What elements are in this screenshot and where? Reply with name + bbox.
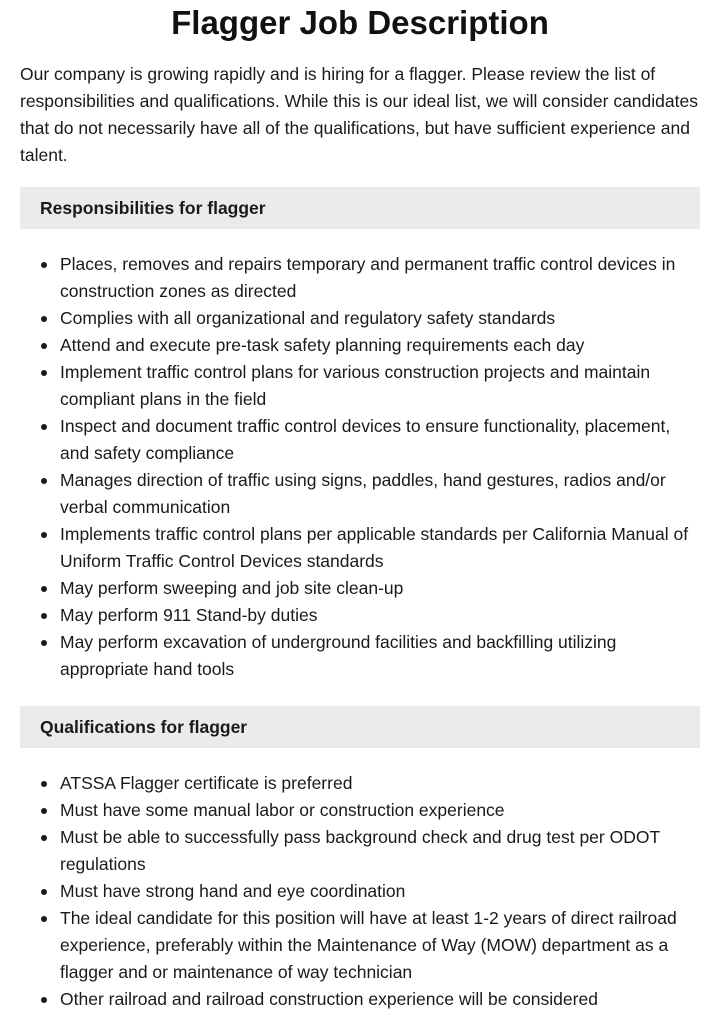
responsibility-text: May perform 911 Stand-by duties	[60, 605, 318, 625]
responsibility-text: Attend and execute pre-task safety planning requirements each day	[60, 335, 585, 355]
responsibility-text: Implements traffic control plans per applicable standards per California Manual of Uniform Traffic Control Devices standards	[60, 524, 689, 571]
responsibilities-header: Responsibilities for flagger	[20, 187, 700, 229]
qualification-item	[20, 878, 700, 905]
qualifications-list	[20, 770, 700, 1013]
bullet-dot-icon	[41, 424, 47, 430]
qualification-item	[20, 824, 700, 878]
bullet-dot-icon	[41, 262, 47, 268]
intro-paragraph: Our company is growing rapidly and is hiring for a flagger. Please review the list of responsibilities and qualifications. While this is our ideal list, we will consider candidates that do not necessarily have all of the qualifications, but have sufficient experience and talent.	[20, 64, 698, 165]
bullet-dot-icon	[41, 613, 47, 619]
responsibility-item	[20, 251, 700, 305]
section-spacer	[20, 683, 700, 688]
qualifications-header: Qualifications for flagger	[20, 706, 700, 748]
bullet-dot-icon	[41, 532, 47, 538]
qualification-text: Other railroad and railroad construction experience will be considered	[60, 989, 598, 1009]
page-title: Flagger Job Description	[171, 4, 549, 41]
responsibility-item	[20, 602, 700, 629]
qualification-text: ATSSA Flagger certificate is preferred	[60, 773, 353, 793]
bullet-dot-icon	[41, 781, 47, 787]
responsibility-text: Inspect and document traffic control devices to ensure functionality, placement, and safety compliance	[60, 416, 671, 463]
qualification-item	[20, 905, 700, 986]
responsibility-item	[20, 413, 700, 467]
qualification-text: The ideal candidate for this position will have at least 1-2 years of direct railroad experience, preferably within the Maintenance of Way (MOW) department as a flagger and or maintenance of way technician	[60, 908, 677, 982]
bullet-dot-icon	[41, 997, 47, 1003]
bullet-dot-icon	[41, 316, 47, 322]
bullet-dot-icon	[41, 916, 47, 922]
qualification-text: Must have strong hand and eye coordination	[60, 881, 406, 901]
qualification-item	[20, 770, 700, 797]
responsibility-item	[20, 332, 700, 359]
bullet-dot-icon	[41, 343, 47, 349]
responsibility-text: Complies with all organizational and regulatory safety standards	[60, 308, 556, 328]
qualification-text: Must have some manual labor or construction experience	[60, 800, 505, 820]
responsibility-item	[20, 359, 700, 413]
bullet-dot-icon	[41, 889, 47, 895]
responsibilities-list	[20, 251, 700, 683]
responsibility-item	[20, 305, 700, 332]
responsibility-text: Implement traffic control plans for various construction projects and maintain compliant plans in the field	[60, 362, 651, 409]
qualification-item	[20, 986, 700, 1013]
responsibility-text: May perform sweeping and job site clean-up	[60, 578, 404, 598]
responsibility-item	[20, 521, 700, 575]
qualification-item	[20, 797, 700, 824]
responsibility-text: May perform excavation of underground facilities and backfilling utilizing appropriate hand tools	[60, 632, 617, 679]
bullet-dot-icon	[41, 640, 47, 646]
bullet-dot-icon	[41, 370, 47, 376]
responsibility-text: Manages direction of traffic using signs, paddles, hand gestures, radios and/or verbal communication	[60, 470, 666, 517]
bullet-dot-icon	[41, 586, 47, 592]
responsibility-text: Places, removes and repairs temporary and permanent traffic control devices in construction zones as directed	[60, 254, 676, 301]
responsibility-item	[20, 629, 700, 683]
responsibility-item	[20, 575, 700, 602]
responsibility-item	[20, 467, 700, 521]
bullet-dot-icon	[41, 478, 47, 484]
qualification-text: Must be able to successfully pass background check and drug test per ODOT regulations	[60, 827, 660, 874]
bullet-dot-icon	[41, 808, 47, 814]
bullet-dot-icon	[41, 835, 47, 841]
